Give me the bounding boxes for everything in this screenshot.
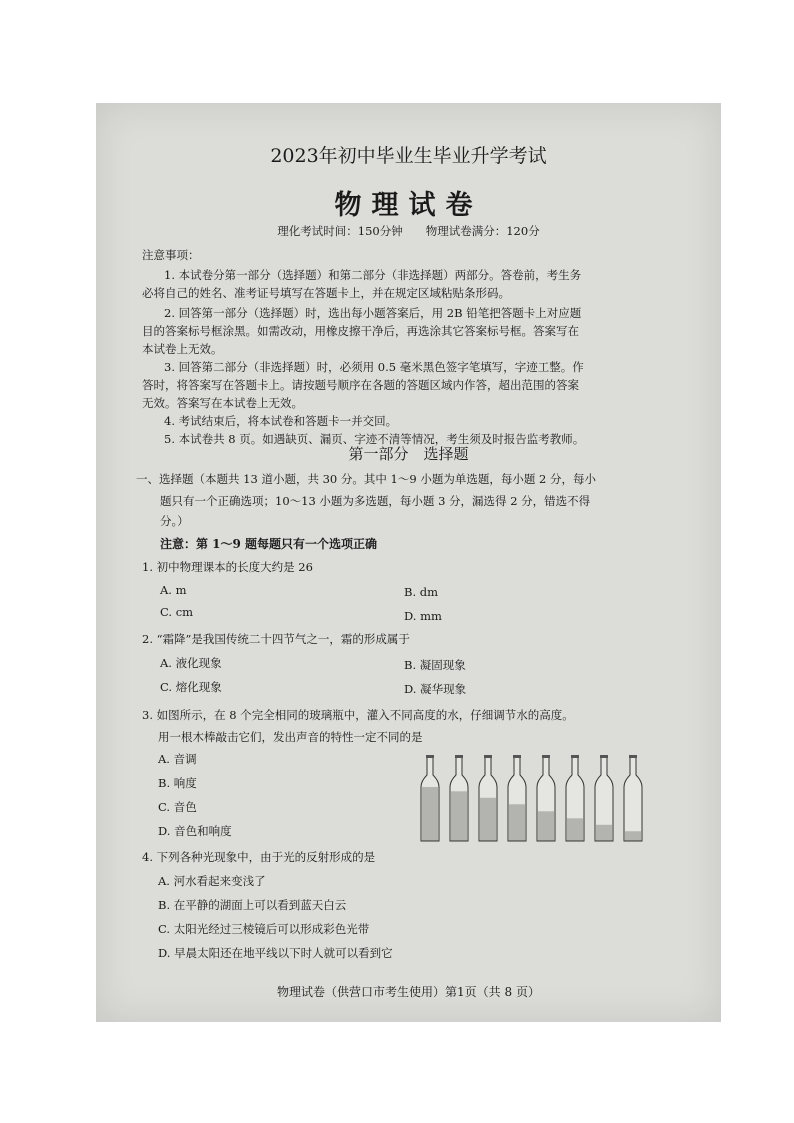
option-a: A. 河水看起来变浅了: [158, 874, 266, 888]
glass-bottle: [450, 755, 468, 841]
attention-note: 注意：第 1～9 题每题只有一个选项正确: [160, 537, 378, 551]
bottle-outline: [421, 757, 439, 841]
option-d: D. 音色和响度: [158, 824, 232, 838]
bottle-outline: [479, 757, 497, 841]
exam-title: 2023年初中毕业生毕业升学考试: [270, 145, 547, 167]
glass-bottle: [624, 755, 642, 841]
note-line: 答时，将答案写在答题卡上。请按题号顺序在各题的答题区域内作答，超出范围的答案: [142, 378, 579, 392]
bottle-lip: [571, 755, 579, 758]
bottle-lip: [629, 755, 637, 758]
option-b: B. 在平静的湖面上可以看到蓝天白云: [158, 898, 347, 912]
option-b: B. 响度: [158, 776, 197, 790]
glass-bottle: [421, 755, 439, 841]
bottle-outline: [537, 757, 555, 841]
option-a: A. m: [160, 583, 187, 597]
option-d: D. 早晨太阳还在地平线以下时人就可以看到它: [158, 946, 393, 960]
question-stem: 4. 下列各种光现象中，由于光的反射形成的是: [142, 850, 376, 864]
option-c: C. 音色: [158, 800, 197, 814]
section-instruction: 题只有一个正确选项；10～13 小题为多选题，每小题 3 分，漏选得 2 分，错选不得: [160, 494, 591, 508]
option-d: D. mm: [404, 609, 442, 623]
section-instruction: 分。）: [160, 514, 189, 528]
bottle-lip: [426, 755, 434, 758]
option-a: A. 液化现象: [160, 656, 222, 670]
glass-bottle: [595, 755, 613, 841]
glass-bottle: [479, 755, 497, 841]
bottle-lip: [542, 755, 550, 758]
question-stem: 用一根木棒敲击它们，发出声音的特性一定不同的是: [158, 730, 423, 744]
glass-bottle: [508, 755, 526, 841]
bottle-lip: [513, 755, 521, 758]
note-line: 本试卷上无效。: [142, 342, 223, 356]
notes-heading: 注意事项：: [142, 248, 200, 262]
bottle-lip: [455, 755, 463, 758]
note-line: 4. 考试结束后，将本试卷和答题卡一并交回。: [164, 414, 398, 428]
option-c: C. cm: [160, 605, 194, 619]
glass-bottle: [537, 755, 555, 841]
subject-title: 物理试卷: [334, 190, 483, 221]
question-stem: 2. “霜降”是我国传统二十四节气之一，霜的形成属于: [142, 632, 410, 646]
bottle-outline: [595, 757, 613, 841]
bottle-lip: [600, 755, 608, 758]
bottle-outline: [624, 757, 642, 841]
bottle-lip: [484, 755, 492, 758]
page-footer: 物理试卷（供营口市考生使用）第1页（共 8 页）: [277, 985, 540, 999]
exam-paper: [96, 103, 721, 1022]
exam-time-info: 理化考试时间：150分钟 物理试卷满分：120分: [277, 224, 540, 238]
bottle-outline: [450, 757, 468, 841]
bottle-outline: [566, 757, 584, 841]
question-stem: 3. 如图所示，在 8 个完全相同的玻璃瓶中，灌入不同高度的水，仔细调节水的高度。: [142, 708, 574, 722]
note-line: 3. 回答第二部分（非选择题）时，必须用 0.5 毫米黑色签字笔填写，字迹工整。作: [164, 360, 584, 374]
option-b: B. 凝固现象: [404, 658, 466, 672]
option-d: D. 凝华现象: [404, 682, 467, 696]
note-line: 无效。答案写在本试卷上无效。: [142, 396, 303, 410]
option-c: C. 熔化现象: [160, 680, 222, 694]
note-line: 目的答案标号框涂黑。如需改动，用橡皮擦干净后，再选涂其它答案标号框。答案写在: [142, 324, 579, 338]
note-line: 2. 回答第一部分（选择题）时，选出每小题答案后，用 2B 铅笔把答题卡上对应题: [164, 306, 582, 320]
section-instruction: 一、选择题（本题共 13 道小题，共 30 分。其中 1～9 小题为单选题，每小题 2 分，每小: [136, 472, 596, 486]
bottle-outline: [508, 757, 526, 841]
note-line: 1. 本试卷分第一部分（选择题）和第二部分（非选择题）两部分。答卷前，考生务: [164, 268, 582, 282]
option-c: C. 太阳光经过三棱镜后可以形成彩色光带: [158, 922, 370, 936]
part-title: 第一部分 选择题: [348, 445, 469, 463]
bottles-figure: [418, 753, 658, 845]
question-stem: 1. 初中物理课本的长度大约是 26: [142, 560, 313, 574]
option-a: A. 音调: [158, 752, 197, 766]
glass-bottle: [566, 755, 584, 841]
note-line: 必将自己的姓名、准考证号填写在答题卡上，并在规定区域粘贴条形码。: [142, 286, 510, 300]
note-line: 5. 本试卷共 8 页。如遇缺页、漏页、字迹不清等情况，考生须及时报告监考教师。: [164, 432, 585, 446]
option-b: B. dm: [404, 585, 439, 599]
